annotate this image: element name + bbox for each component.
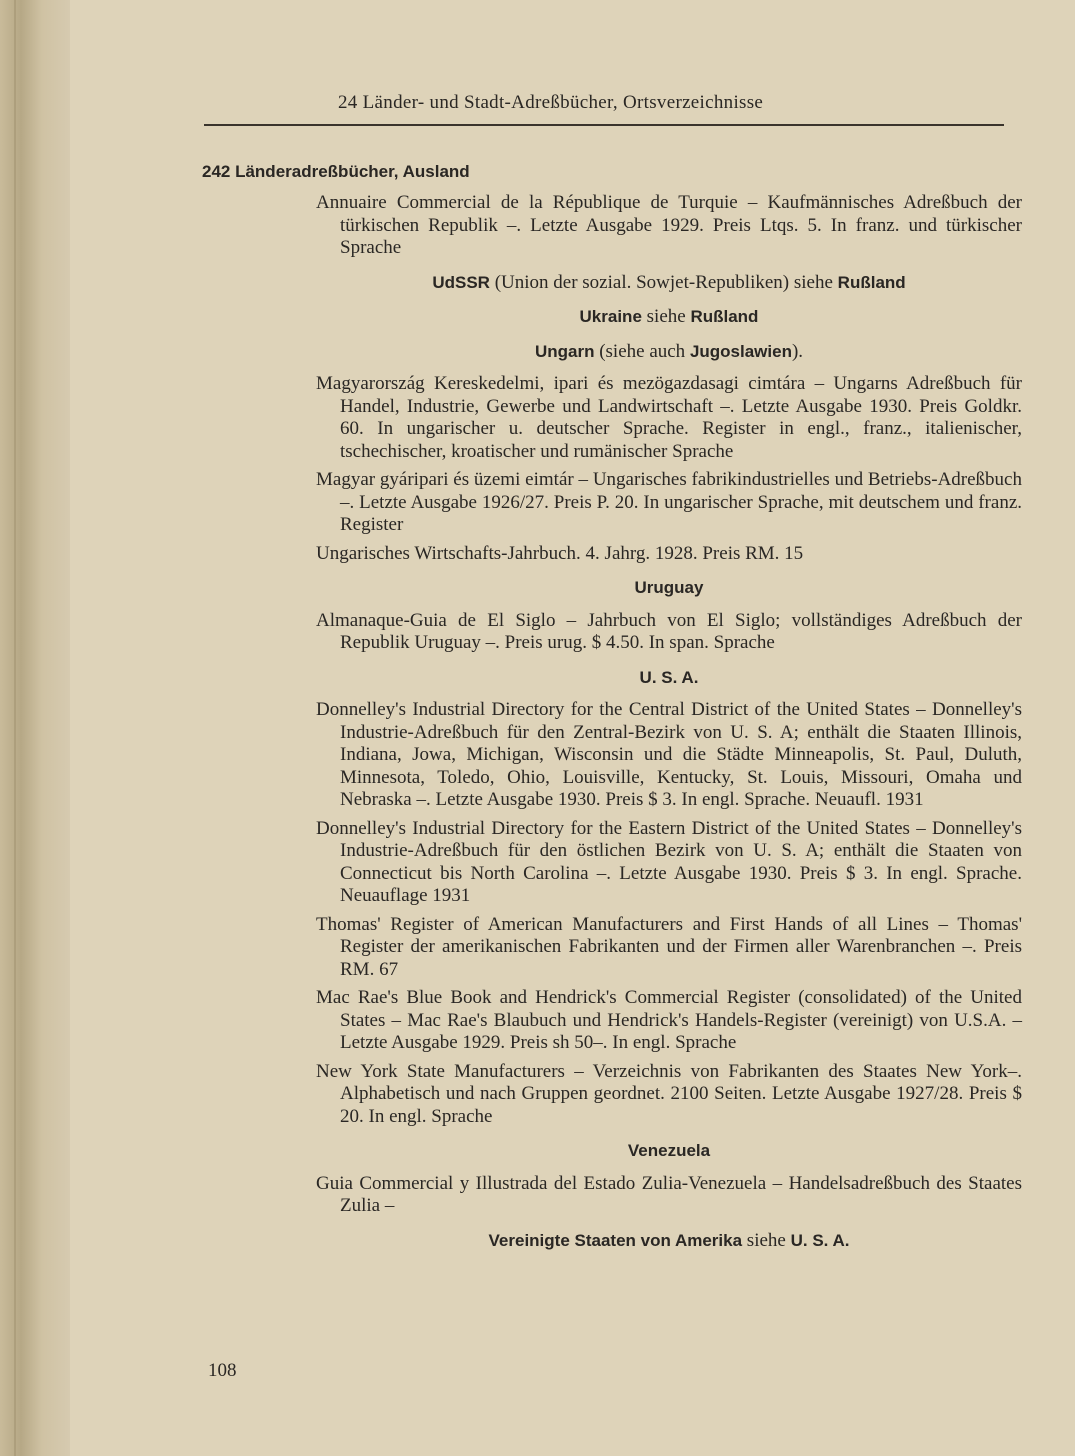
entry-usa-4: Mac Rae's Blue Book and Hendrick's Commercial Register (consolidated) of the United States – Mac Rae's Blaubuch und Hendrick's Handels-Register (vereinigt) von U.S.A. – Letzte Ausgabe 1929. Preis sh 50–. In engl. Sprache	[316, 987, 1022, 1053]
xref-text: siehe	[641, 306, 691, 327]
entry-usa-5: New York State Manufacturers – Verzeichnis von Fabrikanten des Staates New York–. Alphabetisch und nach Gruppen geordnet. 2100 Seiten. Letzte Ausgabe 1927/28. Preis $ 20. In engl. Sprache	[316, 1060, 1022, 1127]
heading-uruguay	[316, 577, 1022, 600]
xref-vereinigte-staaten	[316, 1230, 1022, 1253]
heading-term: U. S. A.	[639, 667, 699, 687]
xref-text: (Union der sozial. Sowjet-Republiken) siehe	[489, 271, 838, 293]
header-rule	[204, 124, 1004, 126]
xref-target: U. S. A.	[790, 1230, 850, 1250]
heading-term: Venezuela	[627, 1141, 711, 1160]
heading-target: Jugoslawien	[689, 341, 792, 361]
heading-usa	[316, 667, 1022, 690]
xref-udssr	[316, 272, 1022, 295]
xref-target: Rußland	[837, 272, 906, 292]
heading-term: Uruguay	[634, 578, 704, 597]
heading-end: ).	[791, 340, 804, 362]
page-number: 108	[208, 1360, 237, 1381]
heading-term: Ungarn	[534, 341, 595, 361]
entry-uruguay-1: Almanaque-Guia de El Siglo – Jahrbuch von El Siglo; vollständiges Adreßbuch der Republik Uruguay –. Preis urug. $ 4.50. In span. Sprache	[316, 609, 1022, 653]
heading-ungarn	[316, 341, 1022, 364]
entry-usa-1: Donnelley's Industrial Directory for the Central District of the United States – Donnelley's Industrie-Adreßbuch für den Zentral-Bezirk von U. S. A; enthält die Staaten Illinois, Indiana, Jowa, Michigan, Wisconsin und die Städte Minneapolis, St. Paul, Duluth, Minnesota, Toledo, Ohio, Louisville, Kentucky, St. Louis, Missouri, Omaha und Nebraska –. Letzte Ausgabe 1930. Preis $ 3. In engl. Sprache. Neuaufl. 1931	[316, 699, 1022, 810]
entry-turkey: Annuaire Commercial de la République de Turquie – Kaufmännisches Adreßbuch der türkischen Republik –. Letzte Ausgabe 1929. Preis Ltqs. 5. In franz. und türkischer Sprache	[316, 192, 1022, 258]
xref-ukraine	[316, 306, 1022, 329]
entry-ungarn-1: Magyarország Kereskedelmi, ipari és mezögazdasagi cimtára – Ungarns Adreßbuch für Handel, Industrie, Gewerbe und Landwirtschaft –. Letzte Ausgabe 1930. Preis Goldkr. 60. In ungarischer u. deutscher Sprache. Register in engl., franz., italienischer, tschechischer, kroatischer und rumänischer Sprache	[316, 373, 1022, 462]
section-title: 242 Länderadreßbücher, Ausland	[202, 162, 470, 181]
entry-ungarn-2: Magyar gyáripari és üzemi eimtár – Ungarisches fabrikindustrielles und Betriebs-Adreßbuch –. Letzte Ausgabe 1926/27. Preis P. 20. In ungarischer Sprache, mit deutschem und franz. Register	[316, 469, 1022, 535]
xref-term: Ukraine	[579, 307, 642, 326]
entry-usa-2: Donnelley's Industrial Directory for the Eastern District of the United States – Donnelley's Industrie-Adreßbuch für den östlichen Bezirk von U. S. A; enthält die Staaten von Connecticut bis North Carolina –. Letzte Ausgabe 1930. Preis $ 3. In engl. Sprache. Neuauflage 1931	[316, 817, 1022, 906]
xref-term: Vereinigte Staaten von Amerika	[488, 1230, 743, 1250]
entry-usa-3: Thomas' Register of American Manufacturers and First Hands of all Lines – Thomas' Register der amerikanischen Fabrikanten und der Firmen aller Warenbranchen –. Preis RM. 67	[316, 913, 1022, 980]
entry-ungarn-3: Ungarisches Wirtschafts-Jahrbuch. 4. Jahrg. 1928. Preis RM. 15	[316, 542, 804, 564]
entry-venezuela-1: Guia Commercial y Illustrada del Estado Zulia-Venezuela – Handelsadreßbuch des Staates Zulia –	[316, 1172, 1022, 1216]
xref-text: siehe	[742, 1229, 791, 1251]
entries-column	[316, 192, 1022, 1262]
xref-term: UdSSR	[432, 272, 490, 292]
book-binding-shadow	[0, 0, 70, 1456]
book-page	[70, 0, 1075, 1456]
heading-text: (siehe auch	[594, 340, 690, 362]
running-head: 24 Länder- und Stadt-Adreßbücher, Ortsverzeichnisse	[338, 92, 764, 113]
xref-target: Rußland	[690, 307, 759, 326]
heading-venezuela	[316, 1140, 1022, 1163]
binding-fold-line	[14, 0, 16, 1456]
